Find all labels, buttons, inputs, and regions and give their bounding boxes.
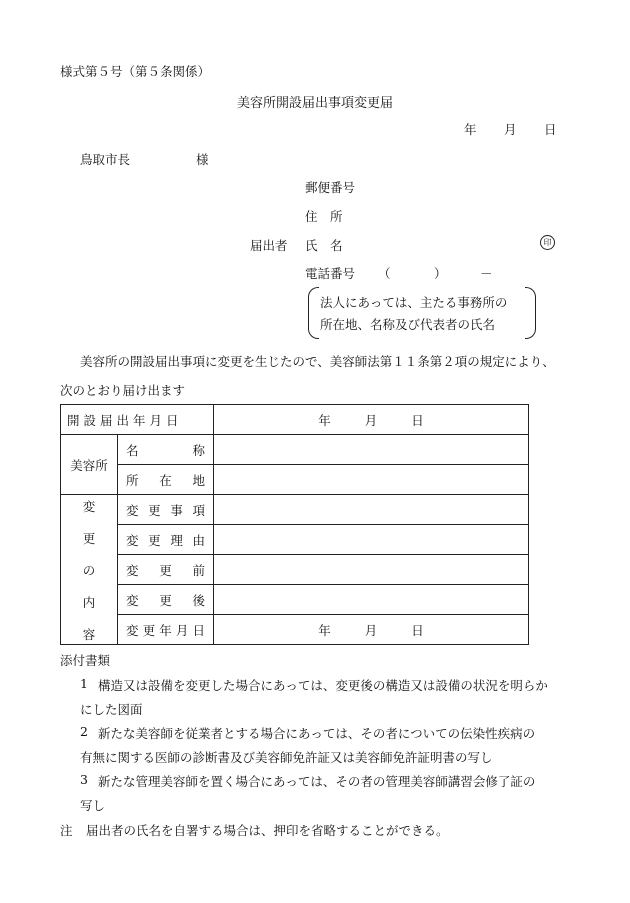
note-label: 注 — [60, 823, 73, 838]
date-year: 年 — [464, 122, 477, 137]
attachment-2-line2: 有無に関する医師の診断書及び美容師免許証又は美容師免許証明書の写し — [80, 750, 493, 765]
before-value-cell[interactable] — [214, 555, 529, 585]
name-label: 氏 名 — [305, 238, 343, 253]
intro-line2: 次のとおり届け出ます — [60, 383, 186, 398]
form-number: 様式第５号（第５条関係） — [60, 64, 211, 79]
af-3: 後 — [192, 592, 206, 608]
cd-2: 更 — [142, 622, 156, 638]
salon-label-cell — [61, 435, 118, 495]
applicant-label: 届出者 — [250, 238, 288, 253]
after-value-cell[interactable] — [214, 585, 529, 615]
document-title: 美容所開設届出事項変更届 — [237, 96, 394, 111]
phone-label: 電話番号 — [305, 266, 356, 281]
table-row — [61, 435, 529, 465]
location-label-2: 在 — [159, 472, 172, 488]
attachment-2-line1: 新たな美容師を従業者とする場合にあっては、その者についての伝染性疾病の — [98, 726, 536, 741]
change-vertical-1: 変 — [82, 498, 96, 514]
open-date-label-cell — [61, 405, 214, 435]
change-date-value-cell[interactable] — [214, 615, 529, 645]
date-month: 月 — [504, 122, 517, 137]
intro-line1: 美容所の開設届出事項に変更を生じたので、美容師法第１１条第２項の規定により、 — [80, 354, 555, 369]
attachment-3-number: 3 — [80, 772, 88, 787]
attachment-2-number: 2 — [80, 724, 88, 739]
change-content-label-cell — [61, 495, 118, 645]
af-2: 更 — [159, 592, 172, 608]
bf-2: 更 — [159, 562, 172, 578]
salon-label: 美容所 — [70, 457, 108, 473]
open-date-month: 月 — [364, 412, 378, 428]
change-reason-value-cell[interactable] — [214, 525, 529, 555]
change-date-month: 月 — [364, 622, 378, 638]
af-1: 変 — [126, 592, 139, 608]
change-reason-label-cell — [118, 525, 214, 555]
table-row — [61, 525, 529, 555]
table-row — [61, 615, 529, 645]
corporate-note-line1: 法人にあっては、主たる事務所の — [320, 295, 508, 310]
table-row — [61, 495, 529, 525]
phone-open-paren: （ — [378, 266, 391, 281]
open-date-value-cell[interactable] — [214, 405, 529, 435]
attachment-1-line2: にした図面 — [80, 702, 143, 717]
change-vertical-4: 内 — [82, 594, 96, 610]
attachments-heading: 添付書類 — [60, 653, 111, 668]
attachment-1-number: 1 — [80, 676, 88, 691]
date-day: 日 — [544, 122, 557, 137]
change-vertical-3: の — [82, 562, 96, 578]
attachment-1-line1: 構造又は設備を変更した場合にあっては、変更後の構造又は設備の状況を明らか — [98, 678, 548, 693]
before-label-cell — [118, 555, 214, 585]
salon-name-label-cell — [118, 435, 214, 465]
addressee-honorific: 様 — [196, 152, 209, 167]
note-text: 届出者の氏名を自署する場合は、押印を省略することができる。 — [86, 823, 449, 838]
salon-name-label-1: 名 — [126, 442, 139, 458]
table-row — [61, 465, 529, 495]
attachment-3-line1: 新たな管理美容師を置く場合にあっては、その者の管理美容師講習会修了証の — [98, 774, 536, 789]
location-label-3: 地 — [192, 472, 206, 488]
salon-location-label-cell — [118, 465, 214, 495]
table-row — [61, 555, 529, 585]
open-date-year: 年 — [318, 412, 331, 428]
open-date-label: 開設届出年月日 — [67, 412, 183, 428]
cd-3: 年 — [159, 622, 172, 638]
ci-4: 項 — [192, 502, 205, 518]
change-date-label-cell — [118, 615, 214, 645]
attachment-3-line2: 写し — [80, 798, 106, 813]
cr-2: 更 — [148, 532, 161, 548]
ci-2: 更 — [148, 502, 161, 518]
change-date-day: 日 — [411, 622, 424, 638]
phone-close-paren: ） — [434, 266, 447, 281]
corporate-note-line2: 所在地、名称及び代表者の氏名 — [320, 317, 496, 332]
cr-1: 変 — [126, 532, 139, 548]
ci-3: 事 — [170, 502, 183, 518]
bf-1: 変 — [126, 562, 139, 578]
cd-4: 月 — [175, 622, 189, 638]
change-item-label-cell — [118, 495, 214, 525]
change-vertical-5: 容 — [82, 626, 96, 642]
table-row — [61, 585, 529, 615]
cr-4: 由 — [192, 532, 205, 548]
seal-icon: 印 — [540, 235, 555, 250]
salon-name-label-2: 称 — [192, 442, 206, 458]
bracket-left — [308, 287, 319, 339]
phone-dash: － — [480, 266, 493, 281]
change-date-year: 年 — [318, 622, 331, 638]
table-row — [61, 405, 529, 435]
cd-5: 日 — [192, 622, 206, 638]
addressee-name: 鳥取市長 — [80, 152, 131, 167]
change-vertical-2: 更 — [82, 530, 96, 546]
after-label-cell — [118, 585, 214, 615]
ci-1: 変 — [126, 502, 139, 518]
salon-name-value-cell[interactable] — [214, 435, 529, 465]
location-label-1: 所 — [126, 472, 139, 488]
postal-code-label: 郵便番号 — [305, 180, 356, 195]
cr-3: 理 — [170, 532, 183, 548]
salon-location-value-cell[interactable] — [214, 465, 529, 495]
change-table — [60, 404, 529, 645]
corporate-note — [308, 287, 536, 337]
address-label: 住 所 — [305, 209, 343, 224]
cd-1: 変 — [126, 622, 139, 638]
open-date-day: 日 — [411, 412, 424, 428]
bf-3: 前 — [192, 562, 206, 578]
change-item-value-cell[interactable] — [214, 495, 529, 525]
bracket-right — [525, 287, 536, 339]
